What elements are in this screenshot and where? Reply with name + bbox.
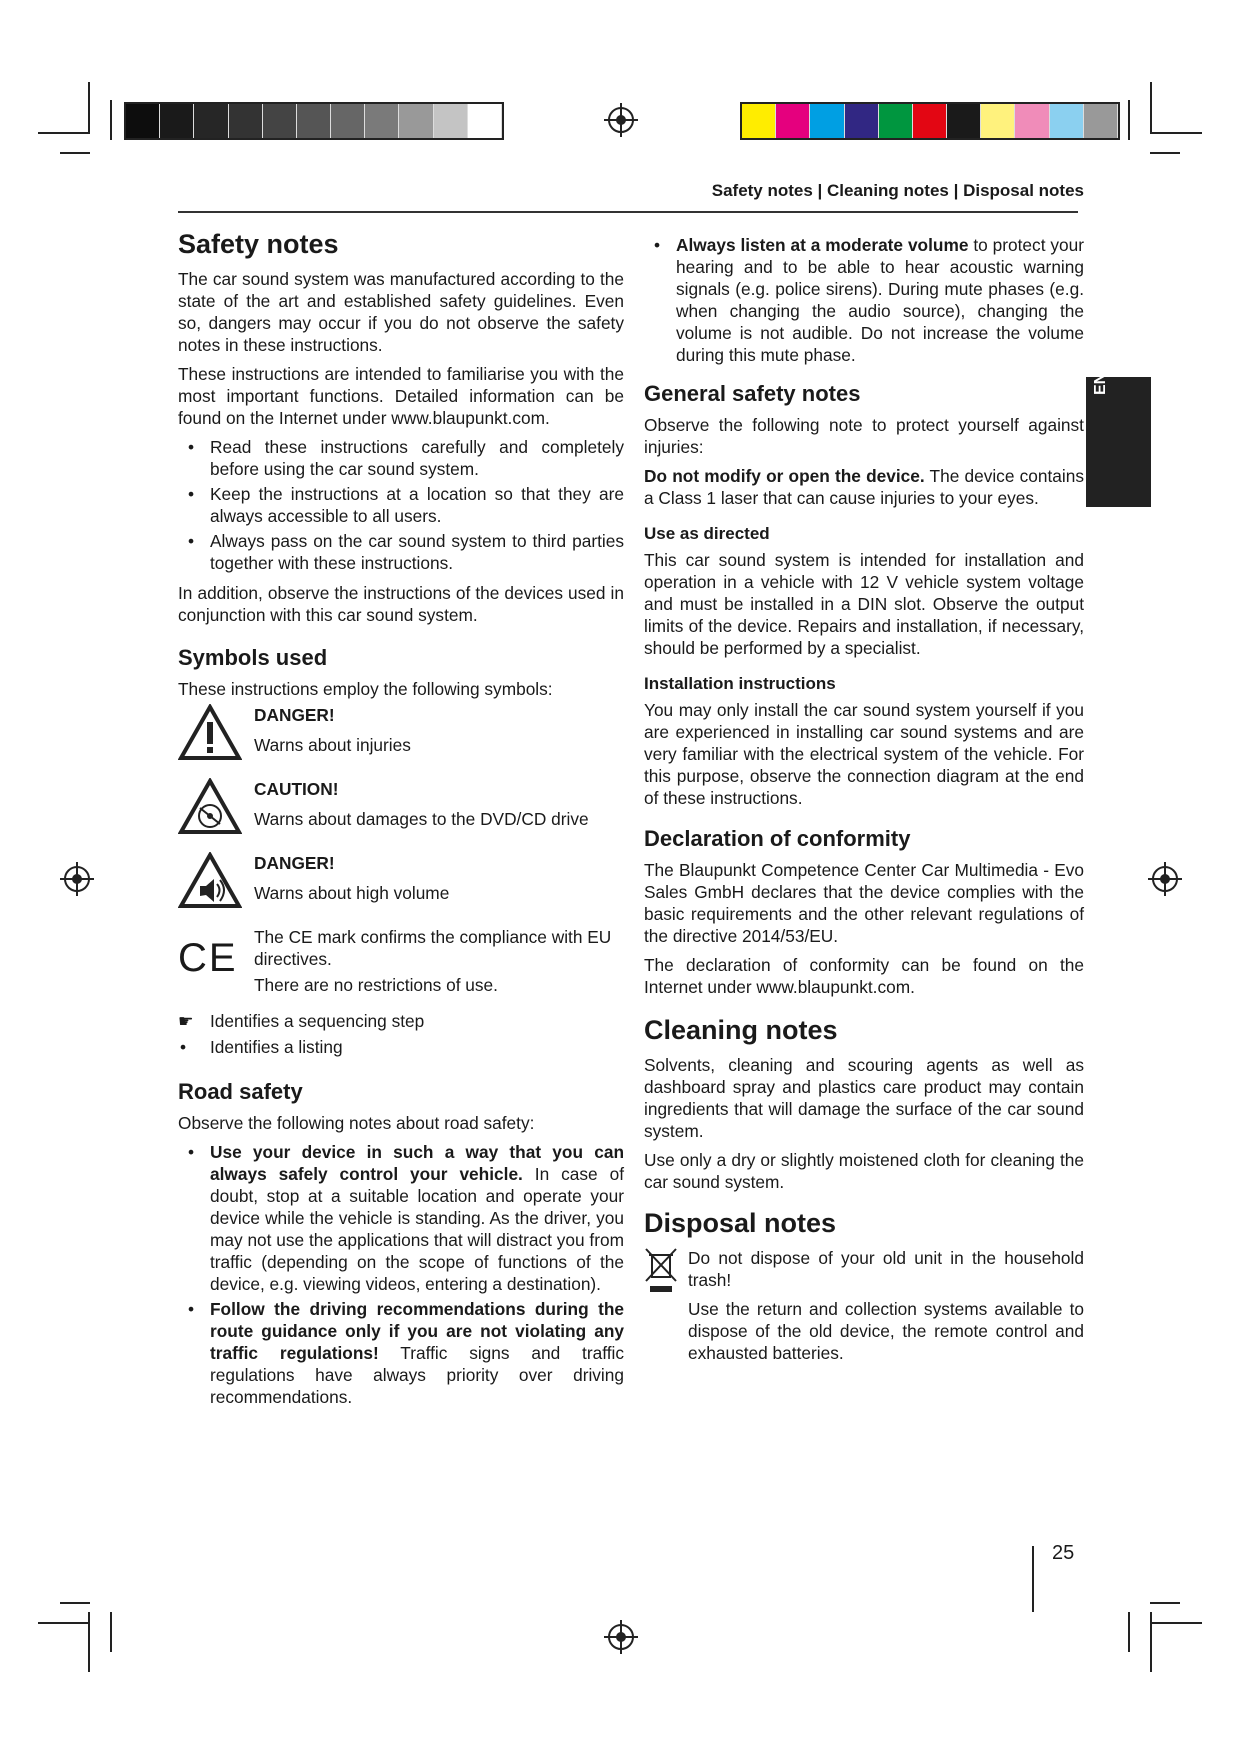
- crop-mark: [1150, 132, 1202, 134]
- list-item: [644, 234, 1084, 366]
- crop-mark: [88, 1612, 90, 1672]
- color-swatch: [263, 104, 297, 138]
- declaration-title: Declaration of conformity: [644, 826, 911, 851]
- ce-mark-icon: CE: [178, 936, 238, 980]
- paragraph: Observe the following notes about road safety:: [178, 1113, 535, 1133]
- color-swatch: [229, 104, 263, 138]
- paragraph: Do not dispose of your old unit in the household trash!: [688, 1248, 1084, 1290]
- paragraph: This car sound system is intended for installation and operation in a vehicle with 12 V vehicle system voltage and must be installed in a DIN slot. Observe the output limits of the device. Repairs and installation, if necessary, should be performed by a specialist.: [644, 550, 1084, 658]
- paragraph: In addition, observe the instructions of the devices used in conjunction with this car sound system.: [178, 583, 624, 625]
- symbol-entry: [178, 704, 624, 764]
- bold-text: Follow the driving recommendations during the route guidance only if you are not violating any traffic regulations!: [210, 1299, 624, 1363]
- crop-mark: [38, 132, 90, 134]
- volume-list: [644, 234, 1084, 366]
- paragraph: Use the return and collection systems available to dispose of the old device, the remote control and exhausted batteries.: [688, 1299, 1084, 1363]
- crop-mark: [110, 100, 112, 140]
- symbol-title: DANGER!: [254, 705, 335, 725]
- registration-mark-icon: [1152, 866, 1178, 892]
- paragraph: The declaration of conformity can be found on the Internet under www.blaupunkt.com.: [644, 955, 1084, 997]
- color-swatch: [194, 104, 228, 138]
- symbol-entry: [178, 926, 624, 996]
- symbol-text: There are no restrictions of use.: [254, 975, 498, 995]
- road-safety-list: [178, 1141, 624, 1408]
- danger-volume-icon: [178, 852, 242, 910]
- color-swatch: [1015, 104, 1049, 138]
- paragraph: You may only install the car sound system yourself if you are experienced in installing car sound systems and are very familiar with the electrical system of the vehicle. For this purpose, observe the connection diagram at the end of these instructions.: [644, 700, 1084, 808]
- cleaning-notes-title: Cleaning notes: [644, 1015, 838, 1045]
- footer-rule: [1032, 1546, 1034, 1612]
- symbol-text: Warns about injuries: [254, 735, 411, 755]
- caution-disc-icon: [178, 778, 242, 836]
- right-column: [644, 234, 1084, 1371]
- registration-mark-icon: [608, 1624, 634, 1650]
- color-swatch: [160, 104, 194, 138]
- symbol-text: The CE mark confirms the compliance with EU directives.: [254, 927, 612, 969]
- installation-title: Installation instructions: [644, 674, 836, 693]
- paragraph: The Blaupunkt Competence Center Car Multimedia - Evo Sales GmbH declares that the device complies with the basic requirements and the other relevant regulations of the directive 2014/53/EU.: [644, 860, 1084, 946]
- general-safety-title: General safety notes: [644, 381, 861, 406]
- safety-notes-title: Safety notes: [178, 229, 339, 259]
- crop-mark: [1150, 82, 1152, 132]
- color-swatch: [845, 104, 879, 138]
- symbol-text: Warns about high volume: [254, 883, 450, 903]
- color-swatch: [434, 104, 468, 138]
- crop-mark: [1150, 152, 1180, 154]
- grayscale-color-bar: [124, 102, 504, 140]
- color-swatch: [297, 104, 331, 138]
- safety-list: [178, 436, 624, 574]
- color-swatch: [776, 104, 810, 138]
- color-swatch: [399, 104, 433, 138]
- bold-text: Always listen at a moderate volume: [676, 235, 969, 255]
- color-swatch: [810, 104, 844, 138]
- crop-mark: [110, 1612, 112, 1652]
- color-swatch: [1084, 104, 1118, 138]
- color-swatch: [365, 104, 399, 138]
- crop-mark: [1150, 1622, 1202, 1624]
- language-tab: [1086, 360, 1151, 507]
- color-swatch: [913, 104, 947, 138]
- page-number: 25: [1052, 1542, 1075, 1564]
- bullet-icon: •: [180, 1037, 187, 1057]
- crop-mark: [60, 152, 90, 154]
- color-swatch: [468, 104, 502, 138]
- crop-mark: [38, 1622, 90, 1624]
- header-rule: [178, 211, 1078, 213]
- process-color-bar: [740, 102, 1120, 140]
- list-item: [178, 1141, 624, 1295]
- symbol-title: CAUTION!: [254, 779, 339, 799]
- color-swatch: [947, 104, 981, 138]
- symbol-entry: [178, 778, 624, 838]
- paragraph: Use only a dry or slightly moistened cloth for cleaning the car sound system.: [644, 1150, 1084, 1192]
- disposal-block: [644, 1247, 1084, 1364]
- step-legend: [178, 1010, 624, 1032]
- running-header: Safety notes | Cleaning notes | Disposal notes: [711, 181, 1084, 200]
- paragraph: These instructions employ the following symbols:: [178, 679, 553, 699]
- color-swatch: [1050, 104, 1084, 138]
- crop-mark: [60, 1602, 90, 1604]
- crop-mark: [88, 82, 90, 132]
- symbol-title: DANGER!: [254, 853, 335, 873]
- registration-mark-icon: [608, 107, 634, 133]
- color-swatch: [126, 104, 160, 138]
- list-item: • Always pass on the car sound system to third parties together with these instructions.: [178, 530, 624, 574]
- listing-legend-text: Identifies a listing: [210, 1037, 343, 1057]
- symbol-entry: [178, 852, 624, 912]
- crop-mark: [1128, 100, 1130, 140]
- paragraph: The car sound system was manufactured according to the state of the art and established safety guidelines. Even so, dangers may occur if you do not observe the safety notes in these instructions.: [178, 269, 624, 355]
- paragraph: Solvents, cleaning and scouring agents as well as dashboard spray and plastics care product may contain ingredients that will damage the surface of the car sound system.: [644, 1055, 1084, 1141]
- color-swatch: [331, 104, 365, 138]
- step-legend-text: Identifies a sequencing step: [210, 1011, 425, 1031]
- symbols-used-title: Symbols used: [178, 645, 328, 670]
- paragraph: Observe the following note to protect yourself against injuries:: [644, 415, 1084, 457]
- symbol-text: Warns about damages to the DVD/CD drive: [254, 809, 589, 829]
- paragraph: These instructions are intended to familiarise you with the most important functions. Detailed information can be found on the Internet under www.blaupunkt.com.: [178, 364, 624, 428]
- use-as-directed-title: Use as directed: [644, 524, 770, 543]
- list-item: • Keep the instructions at a location so that they are always accessible to all users.: [178, 483, 624, 527]
- language-tab-label: ENG: [1092, 360, 1109, 395]
- disposal-notes-title: Disposal notes: [644, 1208, 837, 1238]
- bold-text: Do not modify or open the device.: [644, 466, 925, 486]
- crop-mark: [1150, 1612, 1152, 1672]
- bold-text: Use your device in such a way that you can always safely control your vehicle.: [210, 1142, 624, 1184]
- registration-mark-icon: [64, 866, 90, 892]
- color-swatch: [879, 104, 913, 138]
- crop-mark: [1128, 1612, 1130, 1652]
- list-item-text: In case of doubt, stop at a suitable location and operate your device while the vehicle is standing. As the driver, you may not use the applications that will distract you from traffic (depending on the scope of functions of the device, e.g. viewing videos, entering a destination).: [210, 1164, 624, 1294]
- listing-legend: [178, 1036, 624, 1058]
- paragraph-text: The device contains a Class 1 laser that can cause injuries to your eyes.: [644, 466, 1084, 508]
- paragraph: [644, 465, 1084, 509]
- list-item: • Read these instructions carefully and completely before using the car sound system.: [178, 436, 624, 480]
- list-item-text: Traffic signs and traffic regulations have always priority over driving recommendations.: [210, 1343, 624, 1407]
- crossed-bin-icon: [644, 1247, 678, 1293]
- color-swatch: [742, 104, 776, 138]
- danger-warning-icon: [178, 704, 242, 762]
- color-swatch: [981, 104, 1015, 138]
- crop-mark: [1150, 1602, 1180, 1604]
- list-item: [178, 1298, 624, 1408]
- pointing-hand-icon: ☛: [178, 1011, 194, 1031]
- list-item-text: to protect your hearing and to be able to hear acoustic warning signals (e.g. police sirens). During mute phases (e.g. when changing the audio source), changing the volume is not audible. Do not increase the volume during this mute phase.: [676, 235, 1085, 365]
- left-column: [178, 228, 624, 1416]
- road-safety-title: Road safety: [178, 1079, 303, 1104]
